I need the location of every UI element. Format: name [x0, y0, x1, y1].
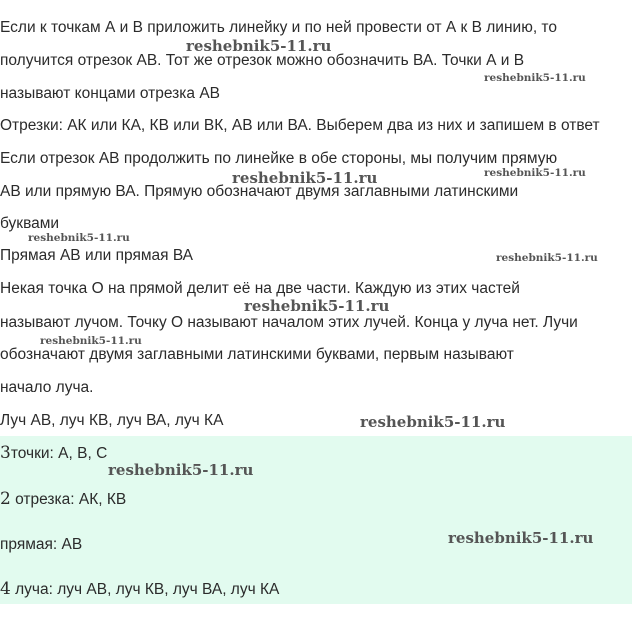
- explanation-line: называют концами отрезка АВ: [0, 85, 220, 102]
- watermark: reshebnik5-11.ru: [484, 72, 586, 84]
- watermark: reshebnik5-11.ru: [496, 252, 598, 264]
- explanation-line: Прямая АВ или прямая ВА: [0, 247, 193, 264]
- answer-text: прямая: АВ: [0, 536, 83, 553]
- explanation-line: Некая точка О на прямой делит её на две части. Каждую из этих частей: [0, 280, 520, 297]
- watermark: reshebnik5-11.ru: [28, 232, 130, 244]
- answer-number: 3: [0, 443, 11, 463]
- answer-row: [0, 536, 82, 554]
- answer-text: луча: луч АВ, луч КВ, луч ВА, луч КА: [10, 581, 280, 598]
- explanation-line: называют лучом. Точку О называют началом этих лучей. Конца у луча нет. Лучи: [0, 314, 578, 331]
- explanation-line: Если к точкам А и В приложить линейку и по ней провести от А к В линию, то: [0, 19, 557, 36]
- answer-text: точки: А, В, С: [10, 445, 108, 462]
- watermark: reshebnik5-11.ru: [484, 167, 586, 179]
- explanation-line: буквами: [0, 215, 60, 232]
- explanation-line: получится отрезок АВ. Тот же отрезок можно обозначить ВА. Точки А и В: [0, 52, 525, 69]
- watermark: reshebnik5-11.ru: [186, 37, 332, 55]
- watermark: reshebnik5-11.ru: [244, 297, 390, 315]
- explanation-line: начало луча.: [0, 379, 94, 396]
- watermark: reshebnik5-11.ru: [448, 529, 594, 547]
- answer-number: 4: [0, 579, 11, 599]
- watermark: reshebnik5-11.ru: [40, 335, 142, 347]
- watermark: reshebnik5-11.ru: [108, 461, 254, 479]
- explanation-line: АВ или прямую ВА. Прямую обозначают двумя заглавными латинскими: [0, 183, 519, 200]
- answer-row: [0, 580, 279, 599]
- answer-number: 2: [0, 489, 11, 509]
- answer-text: отрезка: АК, КВ: [10, 491, 127, 508]
- explanation-line: Если отрезок АВ продолжить по линейке в обе стороны, мы получим прямую: [0, 150, 558, 167]
- watermark: reshebnik5-11.ru: [360, 413, 506, 431]
- answer-row: [0, 444, 107, 463]
- explanation-line: обозначают двумя заглавными латинскими буквами, первым называют: [0, 346, 514, 363]
- explanation-line: Отрезки: АК или КА, КВ или ВК, АВ или ВА. Выберем два из них и запишем в ответ: [0, 117, 600, 134]
- explanation-line: Луч АВ, луч КВ, луч ВА, луч КА: [0, 412, 224, 429]
- watermark: reshebnik5-11.ru: [232, 169, 378, 187]
- answer-row: [0, 490, 126, 509]
